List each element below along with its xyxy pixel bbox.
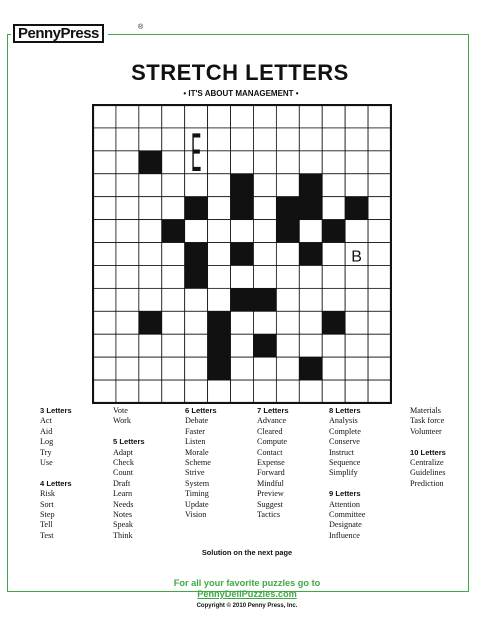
grid-cell[interactable] xyxy=(345,265,368,288)
word-item: Tactics xyxy=(257,510,281,520)
word-item: Listen xyxy=(185,437,206,447)
grid-cell[interactable] xyxy=(368,380,391,403)
grid-cell[interactable] xyxy=(162,174,185,197)
grid-cell[interactable] xyxy=(208,265,231,288)
grid-cell[interactable] xyxy=(253,128,276,151)
word-item: Guidelines xyxy=(410,468,446,478)
grid-cell[interactable] xyxy=(368,288,391,311)
word-item: Use xyxy=(40,458,53,468)
grid-cell[interactable] xyxy=(322,334,345,357)
grid-cell[interactable] xyxy=(322,265,345,288)
grid-cell[interactable] xyxy=(116,243,139,266)
grid-cell[interactable] xyxy=(162,243,185,266)
grid-cell[interactable] xyxy=(322,151,345,174)
grid-cell[interactable] xyxy=(116,334,139,357)
grid-cell[interactable] xyxy=(253,197,276,220)
grid-cell[interactable] xyxy=(139,288,162,311)
grid-cell-black xyxy=(185,265,208,288)
grid-cell[interactable] xyxy=(299,151,322,174)
word-item: Forward xyxy=(257,468,285,478)
word-item: Risk xyxy=(40,489,56,499)
grid-cell-black xyxy=(139,311,162,334)
grid-cell[interactable] xyxy=(276,357,299,380)
grid-cell[interactable] xyxy=(93,220,116,243)
word-item: Expense xyxy=(257,458,285,468)
word-group-header: 7 Letters xyxy=(257,406,289,415)
grid-cell[interactable] xyxy=(93,265,116,288)
grid-cell[interactable] xyxy=(322,197,345,220)
grid-cell-black xyxy=(322,311,345,334)
grid-cell[interactable] xyxy=(368,105,391,128)
grid-cell[interactable] xyxy=(231,334,254,357)
word-item: Adapt xyxy=(113,447,134,457)
grid-cell[interactable] xyxy=(368,128,391,151)
word-item: Compute xyxy=(257,437,288,447)
grid-cell[interactable] xyxy=(276,128,299,151)
grid-cell[interactable] xyxy=(253,265,276,288)
word-item: Sequence xyxy=(329,458,361,468)
word-item: Attention xyxy=(329,499,360,509)
grid-cell[interactable] xyxy=(368,334,391,357)
grid-cell[interactable] xyxy=(139,197,162,220)
word-item: Morale xyxy=(185,447,209,457)
word-gap xyxy=(329,479,365,489)
grid-cell[interactable] xyxy=(231,151,254,174)
grid-cell[interactable] xyxy=(253,151,276,174)
grid-cell-black xyxy=(299,174,322,197)
grid-cell[interactable] xyxy=(299,220,322,243)
word-group-header: 9 Letters xyxy=(329,489,361,499)
grid-cell[interactable] xyxy=(116,311,139,334)
grid-cell-black xyxy=(185,243,208,266)
grid-cell[interactable] xyxy=(93,334,116,357)
grid-cell[interactable] xyxy=(139,243,162,266)
grid-cell[interactable] xyxy=(276,105,299,128)
word-item: Prediction xyxy=(410,478,444,488)
word-item: Preview xyxy=(257,489,284,499)
grid-cell-black xyxy=(322,220,345,243)
word-column xyxy=(410,406,446,489)
word-item: Analysis xyxy=(329,416,358,426)
grid-cell-black xyxy=(276,197,299,220)
grid-cell[interactable] xyxy=(139,220,162,243)
grid-cell[interactable] xyxy=(231,357,254,380)
word-item: Conserve xyxy=(329,437,360,447)
word-gap xyxy=(410,437,446,447)
grid-cell[interactable] xyxy=(345,311,368,334)
grid-cell[interactable] xyxy=(368,174,391,197)
word-item: Update xyxy=(185,499,209,509)
registered-mark: ® xyxy=(138,24,144,31)
grid-cell[interactable] xyxy=(185,220,208,243)
grid-cell[interactable] xyxy=(162,151,185,174)
word-item: Speak xyxy=(113,520,134,530)
grid-cell[interactable] xyxy=(345,380,368,403)
grid-cell[interactable] xyxy=(276,288,299,311)
grid-cell[interactable] xyxy=(162,265,185,288)
word-item: Faster xyxy=(185,426,206,436)
word-item: Vision xyxy=(185,510,207,520)
word-item: Instruct xyxy=(329,447,355,457)
grid-cell[interactable] xyxy=(185,311,208,334)
grid-cell[interactable] xyxy=(345,151,368,174)
word-item: Complete xyxy=(329,426,361,436)
grid-cell-black xyxy=(299,197,322,220)
grid-cell[interactable] xyxy=(368,243,391,266)
grid-cell[interactable] xyxy=(368,197,391,220)
grid-cell[interactable] xyxy=(276,174,299,197)
word-item: Work xyxy=(113,416,131,426)
grid-cell[interactable] xyxy=(93,311,116,334)
word-item: Centralize xyxy=(410,458,444,468)
grid-cell[interactable] xyxy=(139,105,162,128)
word-item: Scheme xyxy=(185,458,211,468)
word-group-header: 6 Letters xyxy=(185,406,217,415)
word-item: Log xyxy=(40,437,54,447)
grid-cell[interactable] xyxy=(208,174,231,197)
grid-cell[interactable] xyxy=(185,380,208,403)
grid-cell[interactable] xyxy=(322,128,345,151)
grid-cell[interactable] xyxy=(322,174,345,197)
grid-cell[interactable] xyxy=(116,220,139,243)
grid-cell[interactable] xyxy=(93,128,116,151)
grid-cell[interactable] xyxy=(208,220,231,243)
grid-cell[interactable] xyxy=(208,288,231,311)
grid-cell[interactable] xyxy=(253,311,276,334)
grid-cell[interactable] xyxy=(162,197,185,220)
grid-cell[interactable] xyxy=(93,288,116,311)
grid-cell[interactable] xyxy=(322,380,345,403)
grid-cell[interactable] xyxy=(322,105,345,128)
grid-cell-black xyxy=(139,151,162,174)
grid-cell[interactable] xyxy=(368,311,391,334)
word-item: Needs xyxy=(113,499,134,509)
grid-cell-black xyxy=(345,197,368,220)
grid-cell[interactable] xyxy=(276,380,299,403)
word-item: Influence xyxy=(329,530,360,540)
grid-cell[interactable] xyxy=(368,220,391,243)
word-item: Notes xyxy=(113,510,133,520)
word-column xyxy=(329,406,365,541)
word-column xyxy=(257,406,289,520)
grid-cell-black xyxy=(208,334,231,357)
word-group-header: 8 Letters xyxy=(329,406,361,415)
word-item: Volunteer xyxy=(410,426,442,436)
grid-cell-black xyxy=(299,243,322,266)
grid-cell[interactable] xyxy=(162,128,185,151)
word-column xyxy=(40,406,72,541)
grid-cell[interactable] xyxy=(116,105,139,128)
word-item: Step xyxy=(40,510,55,520)
grid-cell[interactable] xyxy=(93,151,116,174)
grid-cell-black xyxy=(231,197,254,220)
grid-cell[interactable] xyxy=(116,380,139,403)
word-item: Think xyxy=(113,530,133,540)
word-item: Timing xyxy=(185,489,209,499)
word-group-header: 10 Letters xyxy=(410,447,446,457)
grid-cell[interactable] xyxy=(345,357,368,380)
word-item: Test xyxy=(40,530,54,540)
puzzle-title: STRETCH LETTERS xyxy=(131,60,349,85)
grid-cell[interactable] xyxy=(299,265,322,288)
grid-cell[interactable] xyxy=(253,357,276,380)
grid-cell[interactable] xyxy=(116,288,139,311)
promo-link[interactable]: PennyDellPuzzles.com xyxy=(197,589,297,599)
grid-cell-black xyxy=(208,357,231,380)
grid-cell[interactable] xyxy=(322,357,345,380)
grid-cell[interactable] xyxy=(276,265,299,288)
grid-cell[interactable] xyxy=(139,357,162,380)
grid-cell[interactable] xyxy=(253,380,276,403)
promo-text: For all your favorite puzzles go to xyxy=(173,578,321,588)
grid-cell[interactable] xyxy=(322,243,345,266)
word-group-header: 3 Letters xyxy=(40,406,72,415)
grid-cell[interactable] xyxy=(93,243,116,266)
word-item: Tell xyxy=(40,520,53,530)
word-item: Act xyxy=(40,416,52,426)
grid-cell[interactable] xyxy=(208,197,231,220)
grid-cell[interactable] xyxy=(276,311,299,334)
grid-cell[interactable] xyxy=(162,380,185,403)
grid-cell[interactable] xyxy=(162,334,185,357)
puzzle-subtitle: • IT'S ABOUT MANAGEMENT • xyxy=(183,89,299,98)
grid-cell[interactable] xyxy=(208,151,231,174)
solution-note: Solution on the next page xyxy=(201,548,293,557)
grid-letter: E xyxy=(191,123,202,184)
grid-cell[interactable] xyxy=(93,105,116,128)
promo xyxy=(0,578,494,600)
grid-cell[interactable] xyxy=(93,197,116,220)
word-item: Aid xyxy=(40,426,53,436)
word-item: Cleared xyxy=(257,426,283,436)
grid-cell[interactable] xyxy=(208,105,231,128)
grid-cell[interactable] xyxy=(93,357,116,380)
word-item: Learn xyxy=(113,489,133,499)
word-item: Task force xyxy=(410,416,445,426)
grid-cell[interactable] xyxy=(299,380,322,403)
word-gap xyxy=(113,427,145,437)
grid-cell-black xyxy=(208,311,231,334)
grid-cell[interactable] xyxy=(345,220,368,243)
grid-cell[interactable] xyxy=(231,265,254,288)
grid-cell[interactable] xyxy=(185,334,208,357)
grid-cell[interactable] xyxy=(116,128,139,151)
grid-cell[interactable] xyxy=(162,105,185,128)
word-item: System xyxy=(185,478,210,488)
puzzle-grid[interactable] xyxy=(92,104,392,404)
grid-cell[interactable] xyxy=(253,174,276,197)
penny-press-logo xyxy=(11,23,108,43)
grid-cell[interactable] xyxy=(322,288,345,311)
word-item: Check xyxy=(113,458,134,468)
grid-cell[interactable] xyxy=(162,288,185,311)
word-item: Committee xyxy=(329,510,366,520)
grid-cell[interactable] xyxy=(116,151,139,174)
grid-cell[interactable] xyxy=(139,334,162,357)
grid-cell[interactable] xyxy=(253,243,276,266)
grid-cell-black xyxy=(185,197,208,220)
grid-cell-black xyxy=(276,220,299,243)
grid-cell[interactable] xyxy=(231,220,254,243)
grid-cell[interactable] xyxy=(253,220,276,243)
word-item: Advance xyxy=(257,416,287,426)
grid-cell[interactable] xyxy=(299,311,322,334)
grid-cell[interactable] xyxy=(162,357,185,380)
word-item: Designate xyxy=(329,520,362,530)
grid-cell[interactable] xyxy=(139,380,162,403)
logo-text: PennyPress xyxy=(13,24,104,43)
word-item: Mindful xyxy=(257,478,284,488)
grid-cell[interactable] xyxy=(345,334,368,357)
word-item: Count xyxy=(113,468,134,478)
word-column xyxy=(113,406,145,541)
word-gap xyxy=(40,468,72,478)
grid-cell[interactable] xyxy=(162,311,185,334)
grid-cell-black xyxy=(231,174,254,197)
grid-cell[interactable] xyxy=(208,128,231,151)
grid-cell[interactable] xyxy=(253,105,276,128)
grid-cell[interactable] xyxy=(299,128,322,151)
grid-cell[interactable] xyxy=(116,174,139,197)
grid-svg[interactable] xyxy=(93,105,391,403)
grid-letter: B xyxy=(351,248,362,266)
grid-cell-black xyxy=(231,288,254,311)
grid-cell[interactable] xyxy=(93,174,116,197)
grid-cell-black xyxy=(253,334,276,357)
grid-cell-black xyxy=(253,288,276,311)
word-item: Materials xyxy=(410,406,441,415)
grid-cell[interactable] xyxy=(139,174,162,197)
grid-cell[interactable] xyxy=(299,334,322,357)
grid-cell[interactable] xyxy=(116,357,139,380)
word-group-header: 5 Letters xyxy=(113,437,145,447)
grid-cell[interactable] xyxy=(231,105,254,128)
word-item: Sort xyxy=(40,499,54,509)
word-item: Simplify xyxy=(329,468,358,478)
grid-cell[interactable] xyxy=(116,197,139,220)
grid-cell[interactable] xyxy=(208,380,231,403)
grid-cell[interactable] xyxy=(93,380,116,403)
grid-cell-black xyxy=(162,220,185,243)
grid-cell[interactable] xyxy=(185,357,208,380)
grid-cell[interactable] xyxy=(231,380,254,403)
word-item: Debate xyxy=(185,416,209,426)
word-item: Draft xyxy=(113,478,131,488)
word-item: Vote xyxy=(113,406,128,415)
word-item: Contact xyxy=(257,447,283,457)
word-item: Suggest xyxy=(257,499,283,509)
grid-cell[interactable] xyxy=(208,243,231,266)
word-item: Try xyxy=(40,447,52,457)
grid-cell[interactable] xyxy=(345,128,368,151)
grid-cell[interactable] xyxy=(368,151,391,174)
grid-cell[interactable] xyxy=(345,105,368,128)
grid-cell[interactable] xyxy=(116,265,139,288)
grid-cell-black xyxy=(231,243,254,266)
grid-cell[interactable] xyxy=(368,357,391,380)
grid-cell[interactable] xyxy=(276,334,299,357)
grid-cell[interactable] xyxy=(345,174,368,197)
grid-cell[interactable] xyxy=(231,128,254,151)
grid-cell[interactable] xyxy=(231,311,254,334)
grid-cell[interactable] xyxy=(299,288,322,311)
grid-cell[interactable] xyxy=(276,243,299,266)
word-column xyxy=(185,406,217,520)
grid-cell[interactable] xyxy=(139,265,162,288)
copyright: Copyright © 2010 Penny Press, Inc. xyxy=(196,603,298,609)
grid-cell[interactable] xyxy=(299,105,322,128)
word-group-header: 4 Letters xyxy=(40,478,72,488)
word-item: Strive xyxy=(185,468,205,478)
grid-cell[interactable] xyxy=(345,288,368,311)
grid-cell-black xyxy=(299,357,322,380)
grid-cell[interactable] xyxy=(139,128,162,151)
grid-cell[interactable] xyxy=(185,288,208,311)
grid-cell[interactable] xyxy=(368,265,391,288)
grid-cell[interactable] xyxy=(276,151,299,174)
